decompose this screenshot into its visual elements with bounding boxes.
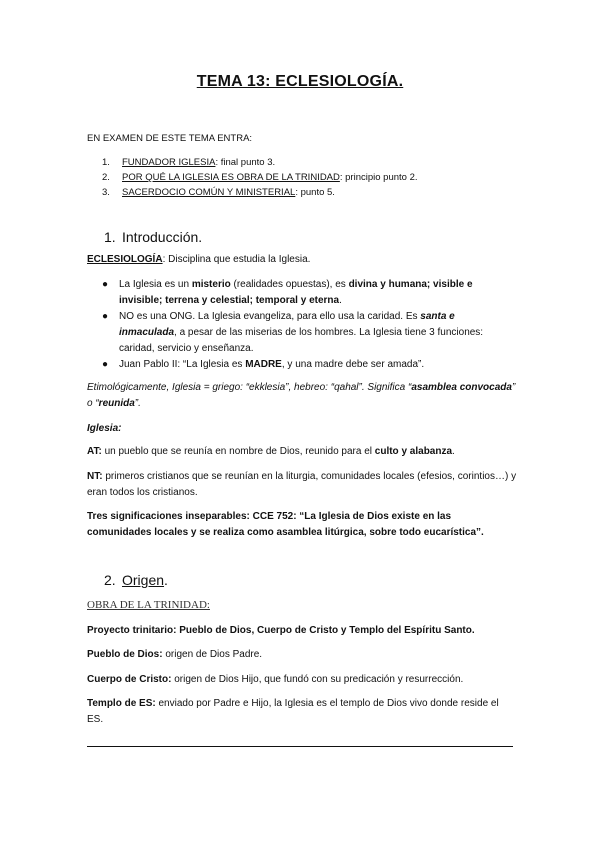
definition-paragraph: ECLESIOLOGÍA: Disciplina que estudia la Iglesia.: [87, 254, 311, 265]
at-paragraph: AT: un pueblo que se reunía en nombre de Dios, reunido para el culto y alabanza.: [87, 446, 455, 457]
exam-topic-item: 3. SACERDOCIO COMÚN Y MINISTERIAL: punto 5.: [102, 187, 335, 198]
proyecto-trinitario-paragraph: Proyecto trinitario: Pueblo de Dios, Cuerpo de Cristo y Templo del Espíritu Santo.: [87, 625, 475, 636]
templo-de-es-paragraph: Templo de ES: enviado por Padre e Hijo, la Iglesia es el templo de Dios vivo donde reside el ES.: [87, 698, 499, 725]
exam-topic-detail: : punto 5.: [295, 187, 335, 198]
iglesia-label: Iglesia:: [87, 423, 122, 434]
subheading-obra-trinidad: OBRA DE LA TRINIDAD:: [87, 599, 210, 611]
page-title: TEMA 13: ECLESIOLOGÍA.: [196, 73, 404, 90]
tres-significaciones-paragraph: Tres significaciones inseparables: CCE 752: “La Iglesia de Dios existe en las comunidades locales y se realiza como asamblea litúrgica, sobre todo eucarística”.: [87, 511, 484, 538]
definition-term: ECLESIOLOGÍA: [87, 254, 163, 265]
section-heading-introduccion: 1. Introducción.: [104, 229, 203, 245]
exam-topic-name: SACERDOCIO COMÚN Y MINISTERIAL: [122, 187, 296, 198]
exam-topic-list: [102, 155, 418, 200]
exam-intro: EN EXAMEN DE ESTE TEMA ENTRA:: [87, 133, 253, 144]
etymology-paragraph: Etimológicamente, Iglesia = griego: “ekklesia”, hebreo: “qahal”. Significa “asamblea convocada” o “reunida”.: [87, 382, 516, 409]
exam-topic-name: POR QUÉ LA IGLESIA ES OBRA DE LA TRINIDAD: [122, 172, 340, 183]
exam-topic-item: 1. FUNDADOR IGLESIA: final punto 3.: [102, 157, 276, 168]
bullet-item-juan-pablo: ● Juan Pablo II: “La Iglesia es MADRE, y una madre debe ser amada”.: [102, 359, 425, 370]
section-heading-origen: 2. Origen.: [104, 572, 168, 588]
pueblo-de-dios-paragraph: Pueblo de Dios: origen de Dios Padre.: [87, 649, 263, 660]
bullet-item-ong: ● NO es una ONG. La Iglesia evangeliza, para ello usa la caridad. Es santa e inmaculada, a pesar de las miserias de los hombres. La Iglesia tiene 3 funciones: caridad, servicio y enseñanza.: [102, 311, 484, 354]
cuerpo-de-cristo-paragraph: Cuerpo de Cristo: origen de Dios Hijo, que fundó con su predicación y resurrección.: [87, 674, 464, 685]
nt-paragraph: NT: primeros cristianos que se reunían en la liturgia, comunidades locales (efesios, corintios…) y eran todos los cristianos.: [87, 471, 517, 498]
exam-topic-item: 2. POR QUÉ LA IGLESIA ES OBRA DE LA TRINIDAD: principio punto 2.: [102, 172, 418, 183]
exam-topic-name: FUNDADOR IGLESIA: [122, 157, 216, 168]
exam-topic-detail: : final punto 3.: [215, 157, 276, 168]
exam-topic-detail: : principio punto 2.: [339, 172, 418, 183]
intro-bullet-list: [102, 277, 507, 373]
horizontal-rule: [87, 746, 513, 747]
bullet-item-misterio: ● La Iglesia es un misterio (realidades opuestas), es divina y humana; visible e invisible; terrena y celestial; temporal y eterna.: [102, 279, 473, 306]
